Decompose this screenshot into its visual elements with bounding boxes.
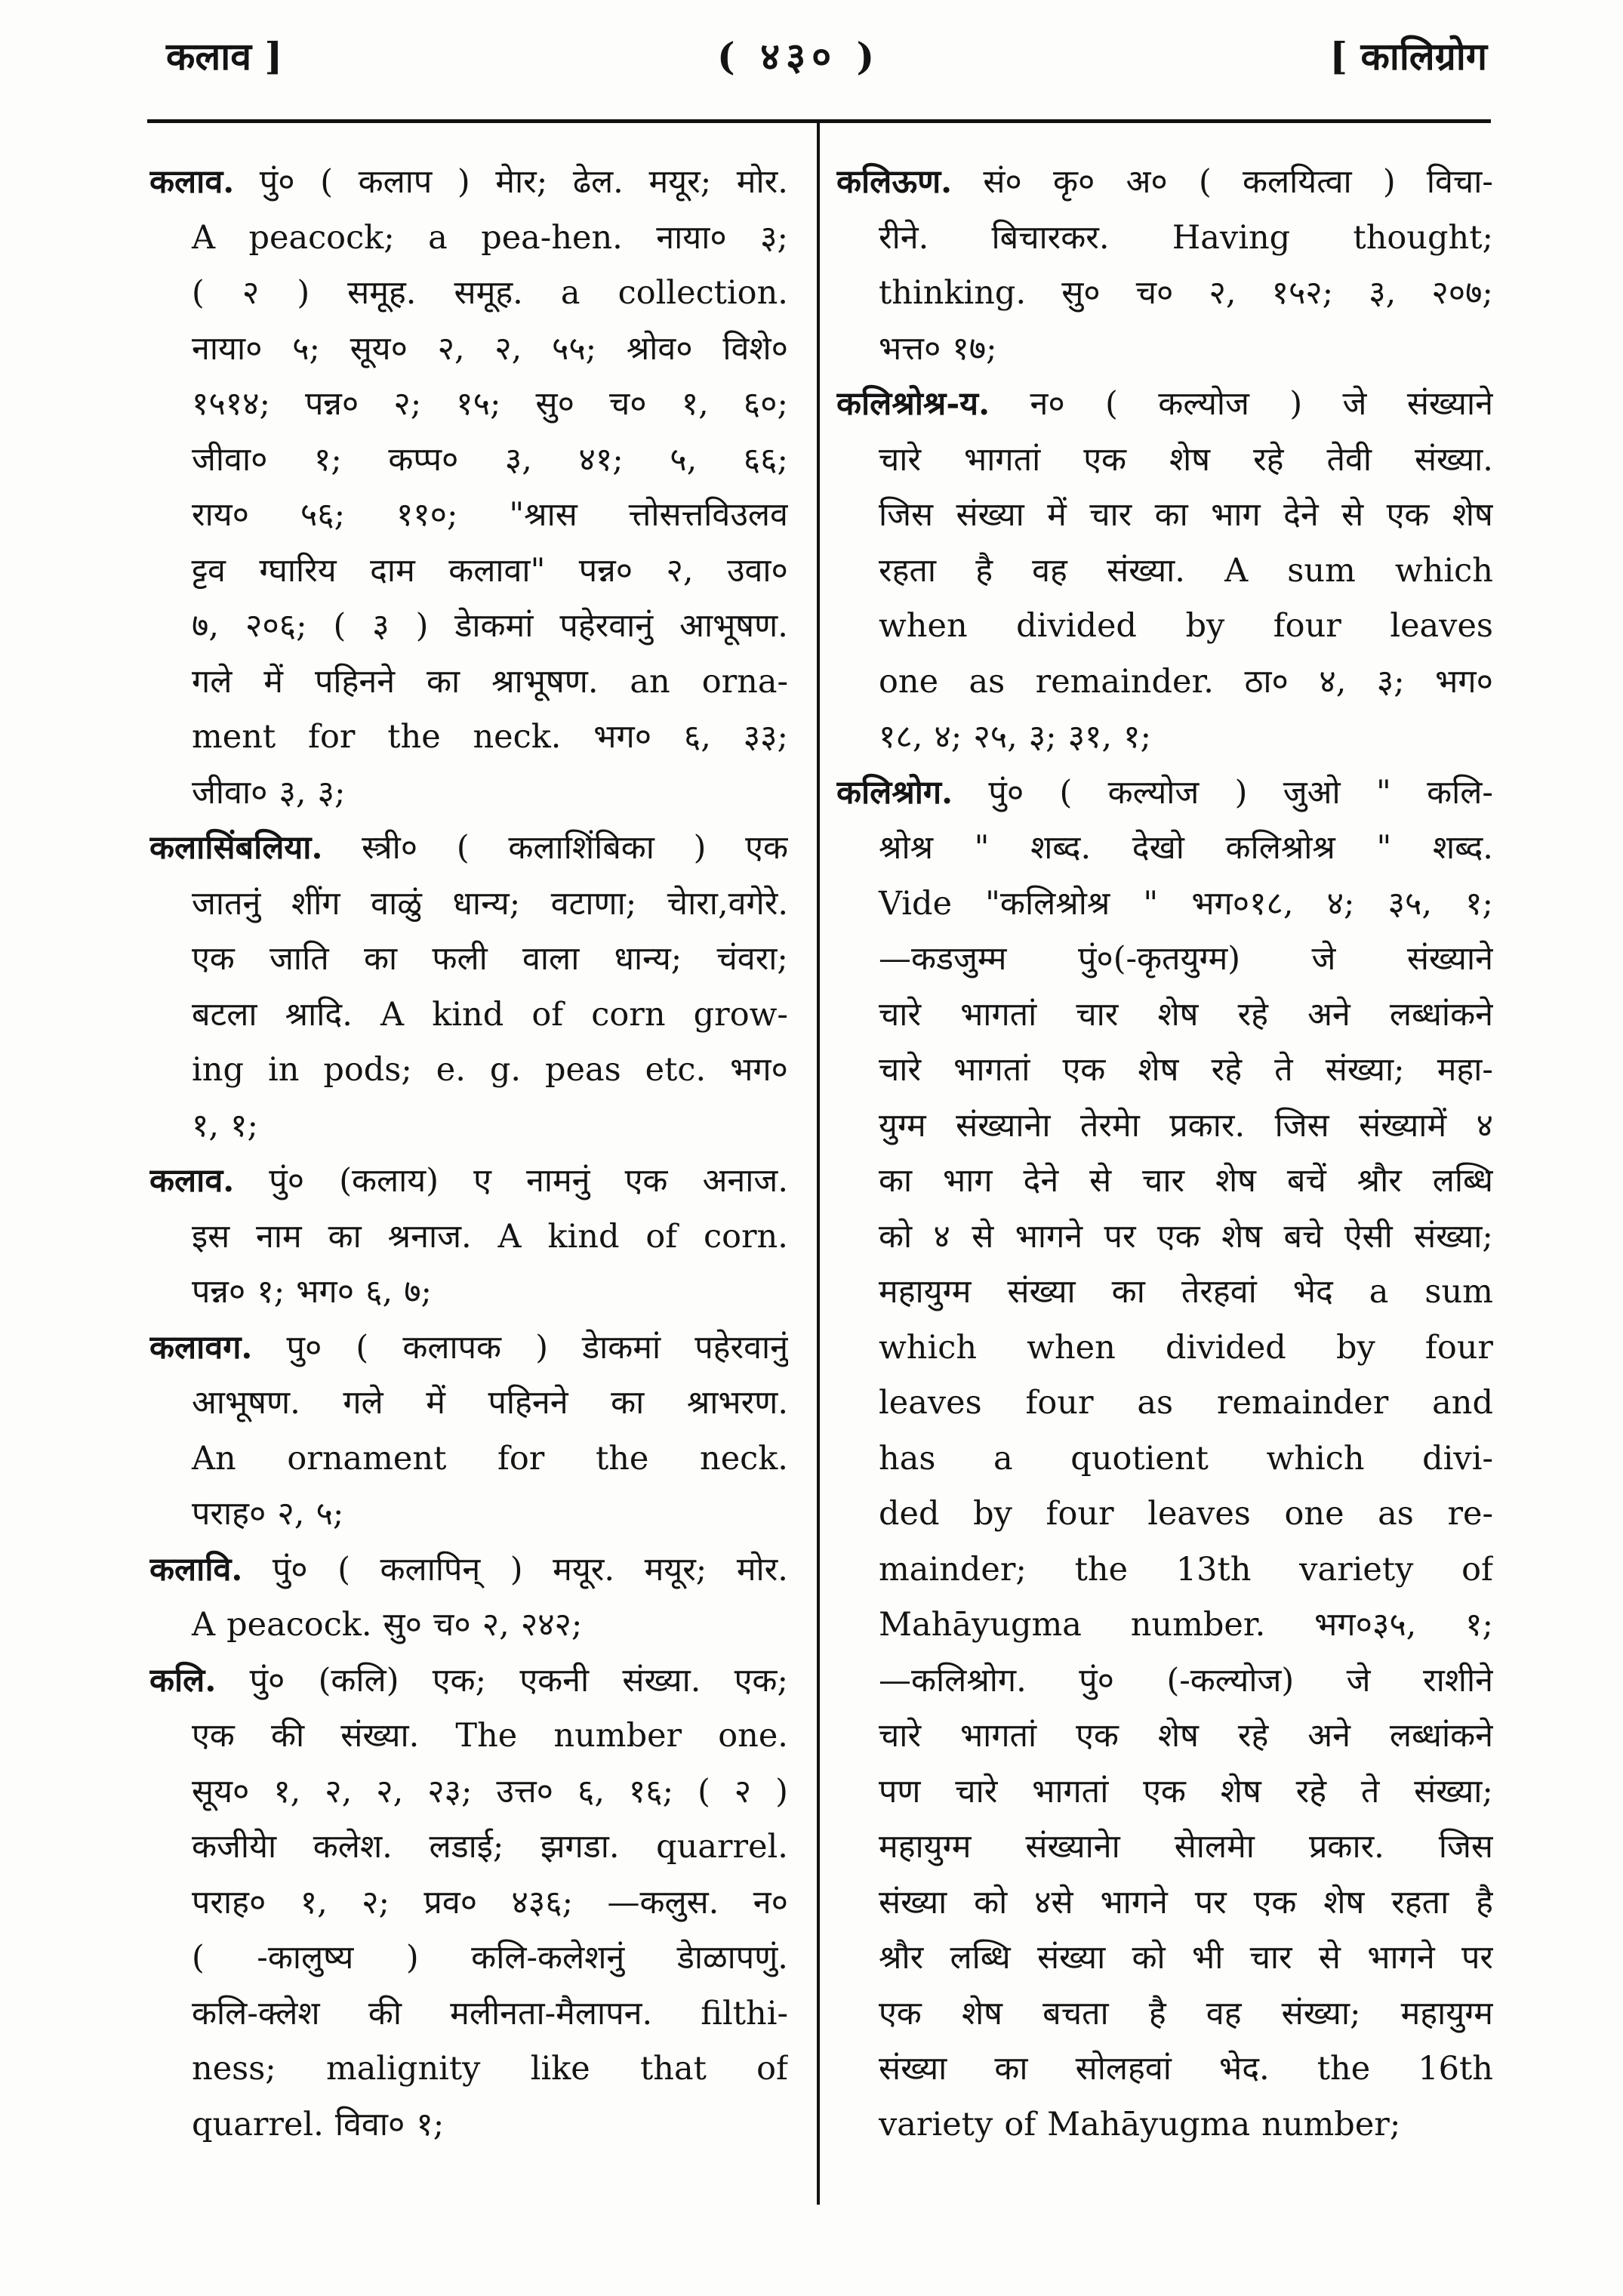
entry-text-line: महायुग्म संख्या का तेरहवां भेद a sum [879, 1273, 1493, 1311]
entry-headword-line: कलि. पुं० (कलि) एक; एकनी संख्या. एक; [149, 1661, 788, 1700]
entry-text-line: को ४ से भागने पर एक शेष बचे ऐसी संख्या; [879, 1217, 1493, 1256]
entry-text-line: जिस संख्या में चार का भाग देने से एक शेष [879, 496, 1493, 534]
entry-text-line: variety of Mahāyugma number; [879, 2105, 1401, 2143]
entry-text-line: रीने. बिचारकर. Having thought; [879, 218, 1493, 257]
entry-text-line: mainder; the 13th variety of [879, 1550, 1493, 1589]
entry-text-line: एक शेष बचता है वह संख्या; महायुग्म [879, 1994, 1493, 2032]
entry-text-line: has a quotient which divi- [879, 1439, 1493, 1478]
entry-text-line: ment for the neck. भग० ६, ३३; [192, 718, 788, 756]
entry-headword-line: कलावग. पु० ( कलापक ) डेाकमां पहेरवानुं [149, 1328, 788, 1367]
entry-text-line: ing in pods; e. g. peas etc. भग० [192, 1051, 788, 1089]
entry-text-line: १५१४; पन्न० २; १५; सु० च० १, ६०; [192, 385, 788, 423]
running-head-left: कलाव ] [166, 34, 283, 79]
column-divider [817, 121, 820, 2205]
running-head-right: [ कालिग्रोग [1329, 34, 1487, 79]
entry-headword-line: कलाव. पुं० (कलाय) ए नामनुं एक अनाज. [149, 1162, 788, 1200]
entry-text-line: सूय० १, २, २, २३; उत्त० ६, १६; ( २ ) [192, 1772, 788, 1811]
entry-text-line: पराह० २, ५; [192, 1495, 344, 1533]
page-number: ( ४३० ) [717, 34, 881, 79]
entry-text-line: कलि-क्लेश की मलीनता-मैलापन. filthi- [192, 1994, 788, 2032]
entry-text-line: श्रोश्र " शब्द. देखो कलिश्रोश्र " शब्द. [879, 829, 1493, 867]
entry-text-line: when divided by four leaves [879, 607, 1493, 645]
entry-text-line: ness; malignity like that of [192, 2050, 788, 2088]
entry-headword-line: कलासिंबलिया. स्त्री० ( कलाशिंबिका ) एक [149, 829, 788, 867]
entry-text-line: जातनुं शींग वाळुं धान्य; वटाणा; चेारा,वगेरे. [192, 884, 788, 923]
entry-headword-line: कलिश्रोग. पुं० ( कल्योज ) जुओ " कलि- [836, 773, 1493, 812]
entry-text-line: पण चारे भागतां एक शेष रहे ते संख्या; [879, 1772, 1493, 1811]
entry-text-line: ( २ ) समूह. समूह. a collection. [192, 274, 788, 312]
entry-headword-line: कलिऊण. सं० कृ० अ० ( कलयित्वा ) विचा- [836, 163, 1493, 201]
entry-text-line: पन्न० १; भग० ६, ७; [192, 1273, 433, 1311]
entry-text-line: १८, ४; २५, ३; ३१, १; [879, 718, 1151, 756]
entry-headword-line: कलावि. पुं० ( कलापिन् ) मयूर. मयूर; मोर. [149, 1550, 788, 1589]
entry-text-line: श्रौर लब्धि संख्या को भी चार से भागने पर [879, 1939, 1493, 1977]
entry-text-line: आभूषण. गले में पहिनने का श्राभरण. [192, 1384, 788, 1422]
entry-text-line: which when divided by four [879, 1328, 1493, 1367]
left-column [149, 155, 788, 2153]
entry-text-line: एक की संख्या. The number one. [192, 1717, 788, 1755]
entry-text-line: चारे भागतां चार शेष रहे अने लब्धांकने [879, 995, 1493, 1034]
entry-text-line: चारे भागतां एक शेष रहे अने लब्धांकने [879, 1717, 1493, 1755]
entry-text-line: Mahāyugma number. भग०३५, १; [879, 1606, 1493, 1644]
entry-text-line: रहता है वह संख्या. A sum which [879, 551, 1493, 590]
entry-text-line: ट्टव ग्घारिय दाम कलावा" पन्न० २, उवा० [192, 551, 788, 590]
entry-text-line: चारे भागतां एक शेष रहे ते संख्या; महा- [879, 1051, 1493, 1089]
entry-text-line: जीवा० १; कप्प० ३, ४१; ५, ६६; [192, 440, 788, 479]
entry-text-line: —कडजुम्म पुं०(-कृतयुग्म) जे संख्याने [879, 940, 1493, 978]
entry-text-line: महायुग्म संख्यानेा सेालमेा प्रकार. जिस [879, 1828, 1493, 1866]
entry-text-line: A peacock. सु० च० २, २४२; [192, 1606, 583, 1644]
entry-headword-line: कलिश्रोश्र-य. न० ( कल्योज ) जे संख्याने [836, 385, 1493, 423]
entry-text-line: कजीयेा कलेश. लडाई; झगडा. quarrel. [192, 1828, 788, 1866]
entry-text-line: ded by four leaves one as re- [879, 1495, 1493, 1533]
entry-text-line: जीवा० ३, ३; [192, 773, 346, 812]
entry-text-line: चारे भागतां एक शेष रहे तेवी संख्या. [879, 440, 1493, 479]
entry-text-line: संख्या को ४से भागने पर एक शेष रहता है [879, 1883, 1493, 1922]
right-column [836, 155, 1493, 2153]
entry-text-line: A peacock; a pea-hen. नाया० ३; [192, 218, 788, 257]
entry-text-line: Vide "कलिश्रोश्र " भग०१८, ४; ३५, १; [879, 884, 1493, 923]
entry-text-line: thinking. सु० च० २, १५२; ३, २०७; [879, 274, 1493, 312]
entry-text-line: गले में पहिनने का श्राभूषण. an orna- [192, 662, 788, 701]
entry-text-line: —कलिश्रोग. पुं० (-कल्योज) जे राशीने [879, 1661, 1493, 1700]
entry-text-line: quarrel. विवा० १; [192, 2105, 445, 2143]
entry-text-line: इस नाम का श्रनाज. A kind of corn. [192, 1217, 788, 1256]
entry-text-line: एक जाति का फली वाला धान्य; चंवरा; [192, 940, 788, 978]
entry-text-line: leaves four as remainder and [879, 1384, 1493, 1422]
entry-text-line: १, १; [192, 1106, 258, 1145]
entry-text-line: का भाग देने से चार शेष बचें श्रौर लब्धि [879, 1162, 1493, 1200]
entry-text-line: नाया० ५; सूय० २, २, ५५; श्रोव० विशे० [192, 329, 788, 368]
entry-text-line: संख्या का सोलहवां भेद. the 16th [879, 2050, 1493, 2088]
entry-text-line: राय० ५६; ११०; "श्रास त्तोसत्तविउलव [192, 496, 788, 534]
entry-text-line: An ornament for the neck. [192, 1439, 788, 1478]
entry-text-line: युग्म संख्यानेा तेरमेा प्रकार. जिस संख्यामें ४ [879, 1106, 1493, 1145]
entry-text-line: पराह० १, २; प्रव० ४३६; —कलुस. न० [192, 1883, 788, 1922]
entry-text-line: ७, २०६; ( ३ ) डेाकमां पहेरवानुं आभूषण. [192, 607, 788, 645]
entry-text-line: भत्त० १७; [879, 329, 997, 368]
entry-text-line: one as remainder. ठा० ४, ३; भग० [879, 662, 1493, 701]
entry-headword-line: कलाव. पुं० ( कलाप ) मेार; ढेल. मयूर; मोर. [149, 163, 788, 201]
entry-text-line: ( -कालुष्य ) कलि-कलेशनुं डेाळापणुं. [192, 1939, 788, 1977]
entry-text-line: बटला श्रादि. A kind of corn grow- [192, 995, 788, 1034]
